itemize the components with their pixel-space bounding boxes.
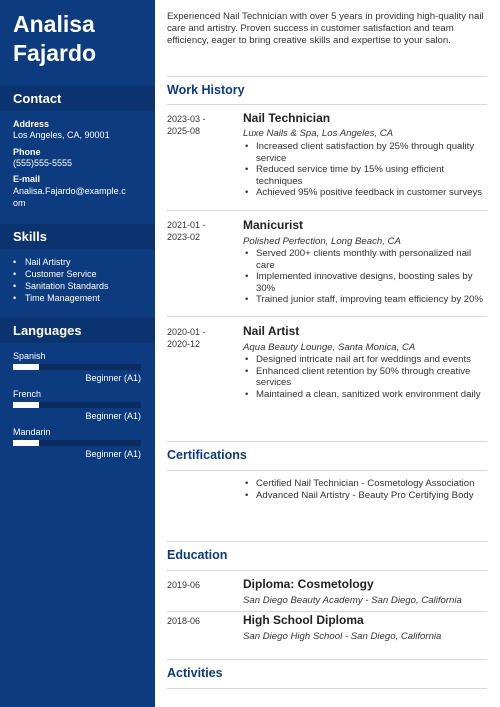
education-date: 2018-06 xyxy=(167,616,201,626)
job-company: Luxe Nails & Spa, Los Angeles, CA xyxy=(243,128,394,139)
certifications-list xyxy=(243,478,487,501)
language-proficiency-bar xyxy=(13,364,141,370)
email-value-line2: om xyxy=(13,198,26,208)
certifications-heading: Certifications xyxy=(167,448,247,462)
job-bullets xyxy=(243,354,487,400)
divider xyxy=(167,470,487,471)
language-proficiency-fill xyxy=(13,364,39,370)
language-proficiency-bar xyxy=(13,402,141,408)
job-date-end: 2025-08 xyxy=(167,126,201,136)
first-name: Analisa xyxy=(13,11,95,37)
sidebar xyxy=(0,0,155,707)
work-history-heading: Work History xyxy=(167,83,245,97)
phone-label: Phone xyxy=(13,147,41,157)
job-bullets xyxy=(243,141,487,199)
language-level: Beginner (A1) xyxy=(85,373,141,383)
last-name: Fajardo xyxy=(13,40,97,66)
job-bullet: • Increased client satisfaction by 25% through quality service xyxy=(243,141,487,164)
address-label: Address xyxy=(13,119,50,129)
language-proficiency-fill xyxy=(13,440,39,446)
job-bullet: • Enhanced client retention by 50% through creative services xyxy=(243,366,487,389)
education-degree: High School Diploma xyxy=(243,613,364,627)
job-date-start: 2023-03 - xyxy=(167,114,206,124)
job-date-start: 2021-01 - xyxy=(167,220,206,230)
skill-item: • Sanitation Standards xyxy=(13,280,109,292)
candidate-name xyxy=(13,10,96,68)
languages-heading: Languages xyxy=(13,323,82,338)
divider xyxy=(167,210,487,211)
job-title: Nail Technician xyxy=(243,111,331,125)
job-bullet: • Trained junior staff, improving team efficiency by 20% xyxy=(243,294,487,306)
divider xyxy=(167,688,487,689)
job-bullet: • Designed intricate nail art for weddings and events xyxy=(243,354,487,366)
divider xyxy=(167,104,487,105)
education-date: 2019-06 xyxy=(167,580,201,590)
email-value-line1: Analisa.Fajardo@example.c xyxy=(13,186,126,196)
job-bullets xyxy=(243,248,487,306)
language-item xyxy=(13,351,141,384)
skills-list xyxy=(13,256,109,304)
divider xyxy=(167,570,487,571)
skill-item: • Time Management xyxy=(13,292,109,304)
phone-value: (555)555-5555 xyxy=(13,158,73,168)
job-date-start: 2020-01 - xyxy=(167,327,206,337)
skill-item: • Customer Service xyxy=(13,268,109,280)
professional-summary: Experienced Nail Technician with over 5 years in providing high-quality nail care and artistry. Proven success in customer satisfaction and team efficiency, eager to bring creative skills and expertise to your salon. xyxy=(167,11,484,46)
certification-item: • Certified Nail Technician - Cosmetology Association xyxy=(243,478,487,490)
divider xyxy=(167,659,487,660)
job-date-end: 2023-02 xyxy=(167,232,201,242)
language-item xyxy=(13,389,141,422)
job-bullet: • Reduced service time by 15% using efficient techniques xyxy=(243,164,487,187)
job-title: Manicurist xyxy=(243,218,304,232)
email-label: E-mail xyxy=(13,174,41,184)
job-bullet: • Maintained a clean, sanitized work environment daily xyxy=(243,389,487,401)
job-title: Nail Artist xyxy=(243,324,300,338)
education-heading: Education xyxy=(167,548,228,562)
education-school: San Diego Beauty Academy - San Diego, California xyxy=(243,595,462,606)
activities-heading: Activities xyxy=(167,666,223,680)
skill-item: • Nail Artistry xyxy=(13,256,109,268)
job-company: Polished Perfection, Long Beach, CA xyxy=(243,236,401,247)
job-bullet: • Achieved 95% positive feedback in customer surveys xyxy=(243,187,487,199)
job-date-end: 2020-12 xyxy=(167,339,201,349)
job-bullet: • Served 200+ clients monthly with personalized nail care xyxy=(243,248,487,271)
language-name: Mandarin xyxy=(13,427,51,437)
language-name: Spanish xyxy=(13,351,46,361)
contact-heading: Contact xyxy=(13,91,62,106)
job-bullet: • Implemented innovative designs, boosting sales by 30% xyxy=(243,271,487,294)
language-name: French xyxy=(13,389,42,399)
divider xyxy=(167,611,487,612)
job-company: Aqua Beauty Lounge, Santa Monica, CA xyxy=(243,342,416,353)
language-level: Beginner (A1) xyxy=(85,411,141,421)
language-item xyxy=(13,427,141,460)
divider xyxy=(167,541,487,542)
divider xyxy=(167,441,487,442)
certification-item: • Advanced Nail Artistry - Beauty Pro Certifying Body xyxy=(243,490,487,502)
divider xyxy=(167,316,487,317)
divider xyxy=(167,76,487,77)
language-proficiency-fill xyxy=(13,402,39,408)
education-school: San Diego High School - San Diego, California xyxy=(243,631,442,642)
skills-heading: Skills xyxy=(13,229,47,244)
language-level: Beginner (A1) xyxy=(85,449,141,459)
education-degree: Diploma: Cosmetology xyxy=(243,577,374,591)
language-proficiency-bar xyxy=(13,440,141,446)
address-value: Los Angeles, CA, 90001 xyxy=(13,130,110,140)
